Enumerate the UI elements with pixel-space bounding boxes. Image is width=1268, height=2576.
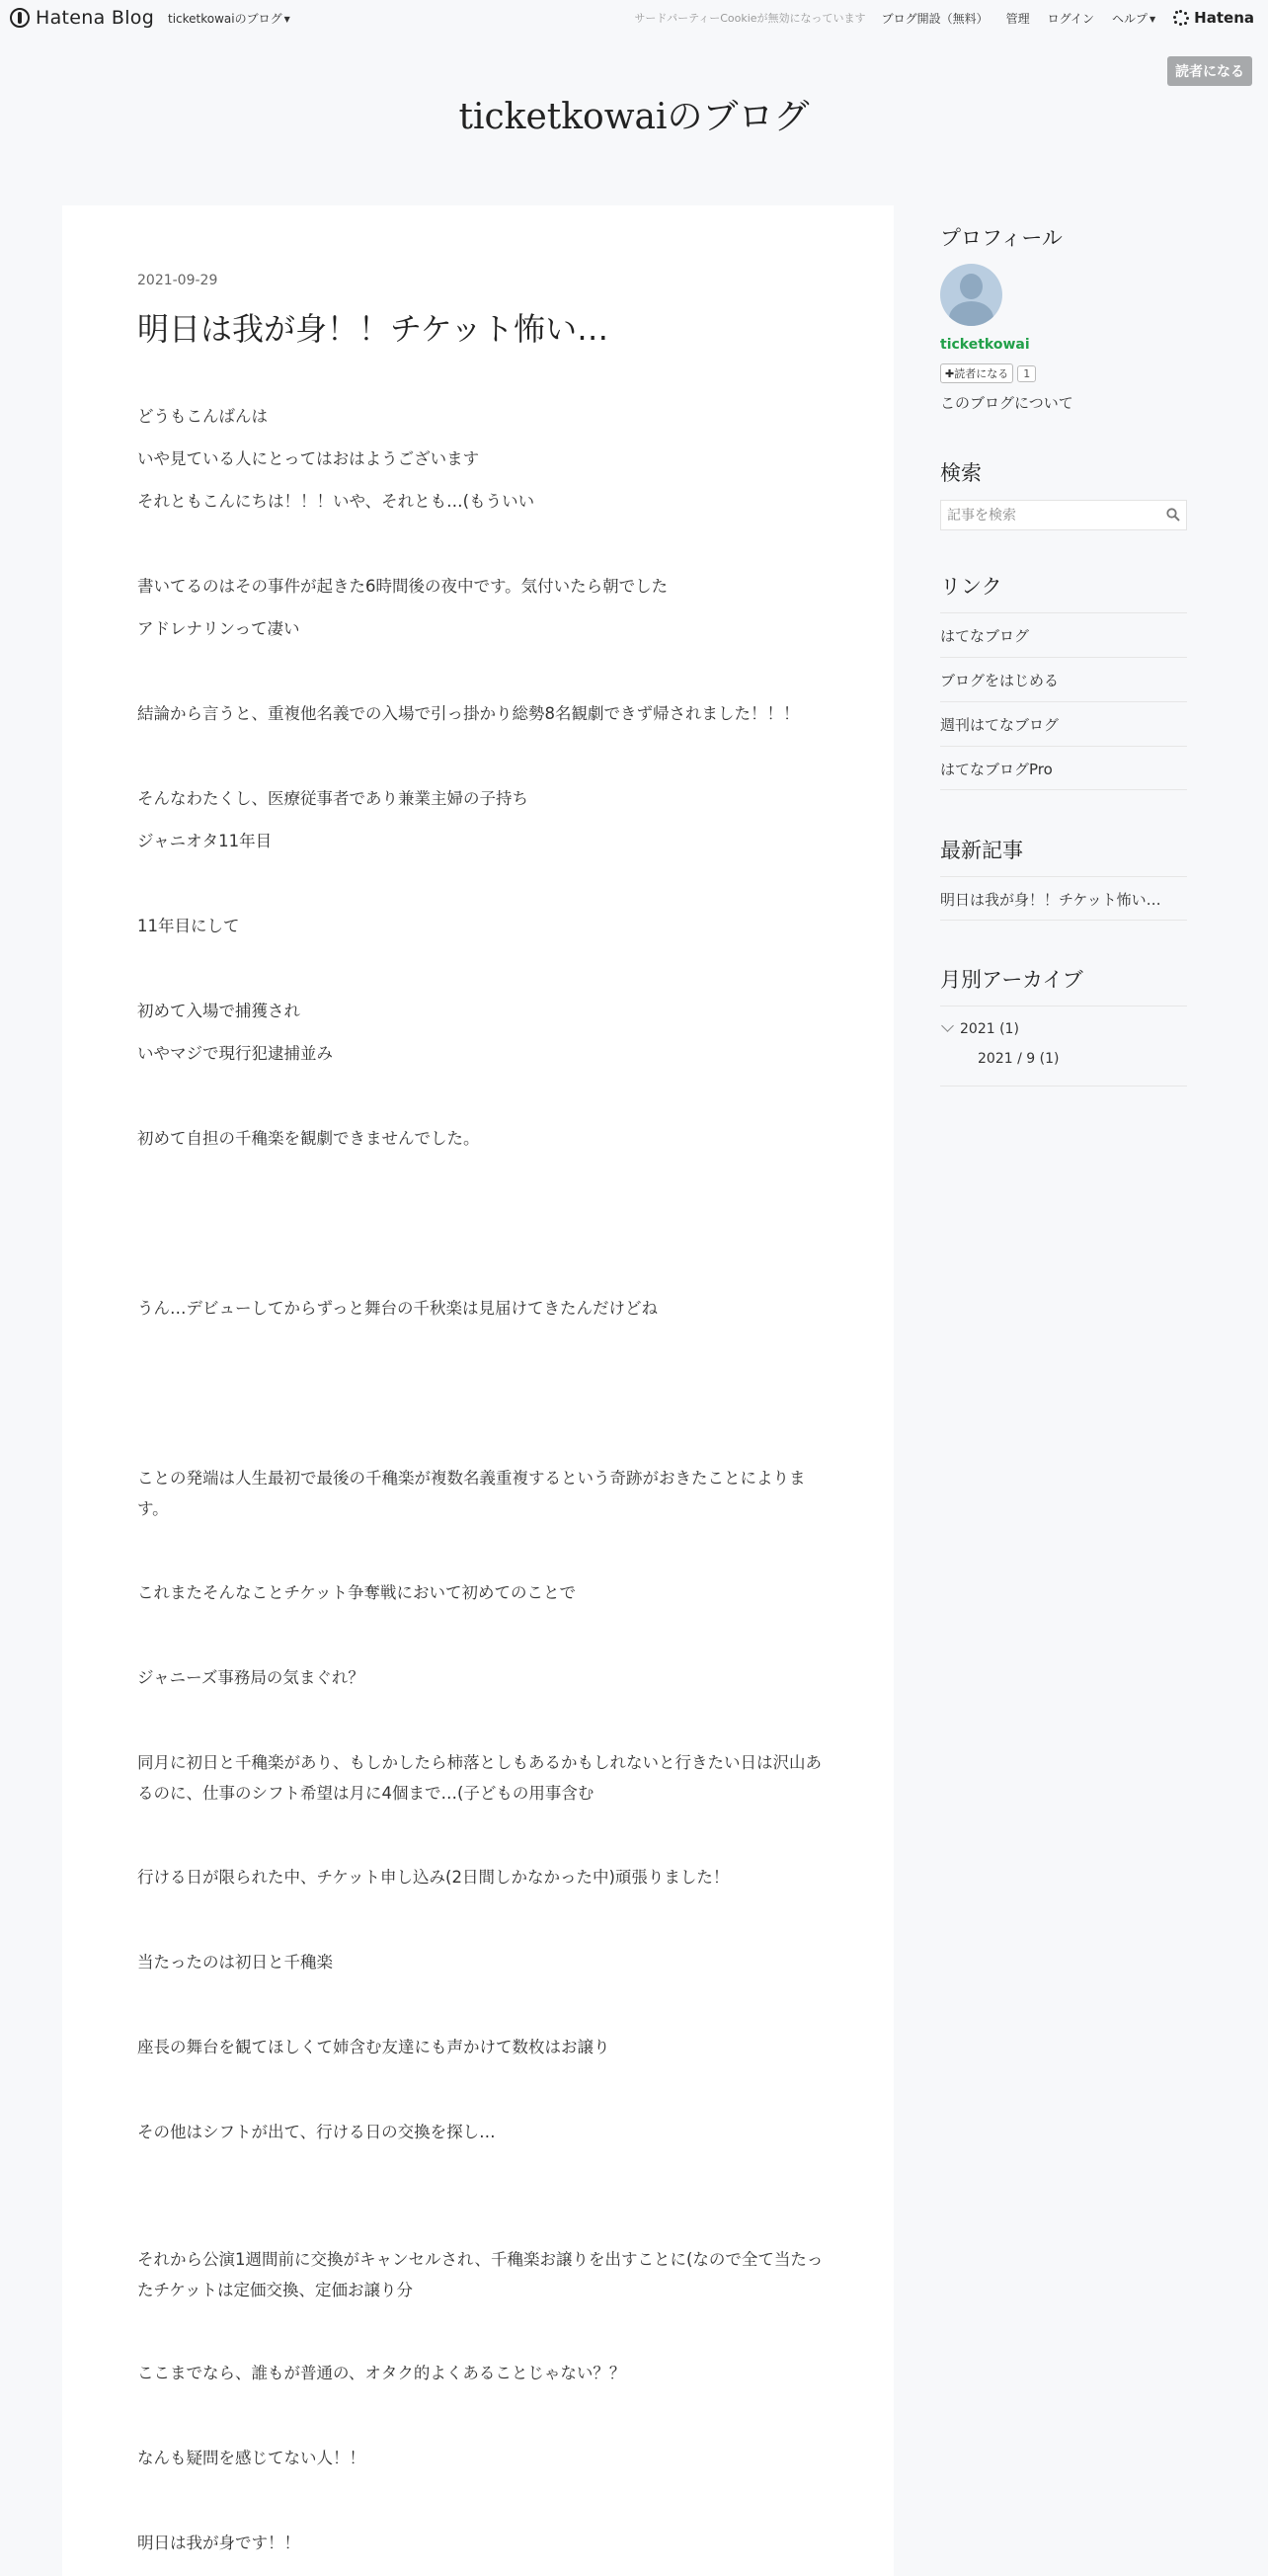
caret-down-icon: ▼ bbox=[1149, 14, 1156, 24]
entry-date[interactable]: 2021-09-29 bbox=[137, 273, 218, 288]
subscribe-button[interactable]: 読者になる bbox=[1167, 56, 1252, 86]
paragraph: いや見ている人にとってはおはようございます bbox=[137, 449, 480, 468]
avatar[interactable] bbox=[940, 264, 1002, 326]
hatena-label: Hatena bbox=[1194, 9, 1254, 27]
link-item[interactable]: ブログをはじめる bbox=[940, 657, 1187, 701]
avatar-shoulders bbox=[949, 301, 993, 326]
subscribe-small-label: 読者になる bbox=[954, 367, 1009, 380]
about-blog-link[interactable]: このブログについて bbox=[940, 394, 1073, 412]
search-icon[interactable] bbox=[1166, 508, 1180, 522]
paragraph: 11年目にして bbox=[137, 917, 240, 935]
subscribe-small-button[interactable] bbox=[940, 363, 1013, 383]
paragraph: 書いてるのはその事件が起きた6時間後の夜中です。気付いたら朝でした bbox=[137, 577, 669, 596]
recent-list bbox=[940, 876, 1187, 921]
open-blog-link[interactable]: ブログ開設（無料） bbox=[881, 11, 989, 26]
login-link[interactable]: ログイン bbox=[1047, 11, 1094, 26]
archive-year[interactable] bbox=[940, 1021, 1019, 1037]
link-item[interactable]: はてなブログPro bbox=[940, 746, 1187, 790]
paragraph: うん…デビューしてからずっと舞台の千秋楽は見届けてきたんだけどね bbox=[137, 1299, 659, 1318]
help-menu[interactable] bbox=[1112, 10, 1155, 27]
hatena-blog-logo-icon bbox=[10, 8, 30, 28]
paragraph: 行ける日が限られた中、チケット申し込み(2日間しかなかった中)頑張りました！ bbox=[137, 1868, 730, 1887]
global-header bbox=[0, 0, 1268, 36]
link-item[interactable]: 週刊はてなブログ bbox=[940, 701, 1187, 746]
archive-title: 月別アーカイブ bbox=[940, 968, 1083, 992]
recent-item[interactable]: 明日は我が身！！チケット怖い… bbox=[940, 876, 1187, 921]
paragraph: 座長の舞台を観てほしくて姉含む友達にも声かけて数枚はお譲り bbox=[137, 2038, 610, 2056]
plus-icon: ✚ bbox=[945, 367, 955, 380]
blog-title[interactable]: ticketkowaiのブログ bbox=[458, 97, 810, 137]
hatena-menu[interactable] bbox=[1173, 9, 1254, 27]
archive-year-label: 2021 (1) bbox=[960, 1021, 1019, 1037]
paragraph: それから公演1週間前に交換がキャンセルされ、千穐楽お譲りを出すことに(なので全て当たったチケットは定価交換、定価お譲り分 bbox=[137, 2250, 824, 2299]
archive-list bbox=[940, 1006, 1187, 1087]
caret-down-icon: ▼ bbox=[283, 15, 290, 24]
search-box bbox=[940, 500, 1187, 530]
header-right-nav bbox=[634, 9, 1254, 27]
paragraph: ことの発端は人生最初で最後の千穐楽が複数名義重複するという奇跡がおきたことによります。 bbox=[137, 1469, 806, 1518]
paragraph: ジャニオタ11年目 bbox=[137, 832, 273, 850]
paragraph: ここまでなら、誰もが普通の、オタク的よくあることじゃない？？ bbox=[137, 2364, 626, 2382]
paragraph: それともこんにちは！！！いや、それとも…(もういい bbox=[137, 492, 535, 511]
blog-menu-label: ticketkowaiのブログ bbox=[168, 12, 282, 26]
blog-menu[interactable] bbox=[168, 10, 290, 27]
recent-title: 最新記事 bbox=[940, 839, 1023, 862]
profile-title: プロフィール bbox=[940, 226, 1063, 250]
logo-text: Hatena Blog bbox=[36, 7, 155, 29]
help-label: ヘルプ bbox=[1112, 11, 1149, 26]
profile-subscribe bbox=[940, 363, 1036, 383]
paragraph: 結論から言うと、重複他名義での入場で引っ掛かり総勢8名観劇できず帰されました！！！ bbox=[137, 704, 800, 723]
profile-name[interactable]: ticketkowai bbox=[940, 337, 1030, 353]
paragraph: いやマジで現行犯逮捕並み bbox=[137, 1044, 333, 1063]
paragraph: どうもこんばんは bbox=[137, 407, 268, 426]
paragraph: そんなわたくし、医療従事者であり兼業主婦の子持ち bbox=[137, 789, 528, 808]
hatena-blog-logo[interactable] bbox=[10, 7, 154, 29]
paragraph: 初めて入場で捕獲され bbox=[137, 1002, 300, 1020]
entry-title[interactable]: 明日は我が身！！チケット怖い… bbox=[137, 310, 609, 348]
paragraph: 初めて自担の千穐楽を観劇できませんでした。 bbox=[137, 1129, 480, 1148]
paragraph: ジャニーズ事務局の気まぐれ？ bbox=[137, 1668, 364, 1687]
paragraph: アドレナリンって凄い bbox=[137, 619, 300, 638]
manage-link[interactable]: 管理 bbox=[1005, 11, 1030, 26]
link-item[interactable]: はてなブログ bbox=[940, 612, 1187, 657]
paragraph: これまたそんなことチケット争奪戦において初めてのことで bbox=[137, 1583, 577, 1602]
avatar-head bbox=[960, 274, 983, 299]
hatena-dots-icon bbox=[1173, 10, 1189, 26]
paragraph: なんも疑問を感じてない人！！ bbox=[137, 2449, 365, 2467]
archive-month[interactable]: 2021 / 9 (1) bbox=[978, 1051, 1060, 1067]
links-list bbox=[940, 612, 1187, 790]
search-input[interactable] bbox=[941, 501, 1149, 529]
paragraph: 明日は我が身です！！ bbox=[137, 2534, 300, 2552]
paragraph: 同月に初日と千穐楽があり、もしかしたら柿落としもあるかもしれないと行きたい日は沢山あるのに、仕事のシフト希望は月に4個まで…(子どもの用事含む bbox=[137, 1753, 822, 1803]
cookie-notice[interactable]: サードパーティーCookieが無効になっています bbox=[634, 12, 866, 25]
subscriber-count[interactable]: 1 bbox=[1017, 365, 1036, 382]
article bbox=[62, 205, 894, 2576]
links-title: リンク bbox=[940, 575, 1002, 599]
chevron-down-icon[interactable] bbox=[941, 1019, 954, 1032]
paragraph: 当たったのは初日と千穐楽 bbox=[137, 1953, 333, 1972]
paragraph: その他はシフトが出て、行ける日の交換を探し… bbox=[137, 2123, 496, 2141]
search-title: 検索 bbox=[940, 461, 982, 485]
